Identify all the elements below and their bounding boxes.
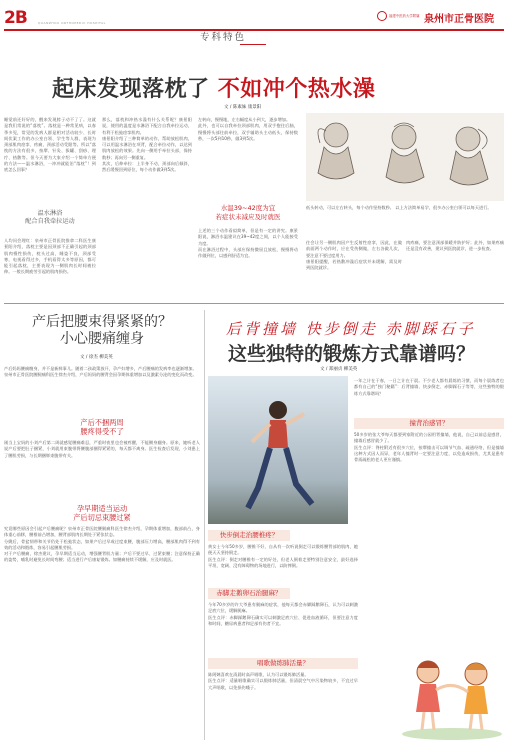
page-number: 2B [4,8,27,28]
article1-subhead: 温水淋浴 配合自我牵拉运动 [25,210,75,225]
article1-title-part2: 不如冲个热水澡 [217,77,376,102]
article3-q2-continued [362,532,504,584]
article1-col2: 那么，落枕和冲热水澡有什么关系呢？康景阳说，使用的温度是水淋浴下配合自我牵拉运动，有利于松弛痉挛肌肉。 康景阳介绍了三种简单的动作，帮助放松肌肉，可以用温水淋浴在项背，配合牵拉动作，以达到肌肉放松的效果。先向一侧用手牵拉头部，保持数秒；再向另一侧重复。 其次，后伸牵拉：上半身不动，颈部向后倾斜，然后缓慢回到原位，每个动作做3到5次。 [102,117,192,173]
article2-title: 产后把腰束得紧紧的？ 小心腰痛缠身 [32,314,172,347]
hospital-name: 泉州市正骨医院 [424,14,494,25]
article2-para1: 刚当上宝妈的小刘产后第二周就感觉腰痛难忍，严重时夜里也会被疼醒，不能侧身翻身。原来，她听老人说产后要把肚子捆紧，小刘就用束腹带将腰腹部捆得紧紧的，每天都不离身。医生检查后发现，小刘患上了腰肌劳损，与长期捆绑束腹带有关。 [4,440,200,458]
article3-q2-text: 黄女士今年50多岁，腰椎不好，自从有一次听说倒走可以锻炼腰背部的肌肉，她便天天坚持倒走。 医生点评：倒走对腰椎有一定的好处，但老人倒着走要特别注意安全，最好选择平坦、宽阔、没有障碍物的场地进行，以防摔倒。 [208,544,358,568]
hospital-english-name: QUANZHOU ORTHOPEDIC HOSPITAL [38,21,106,25]
article3-q1-text: 50多岁的张大爷每天都要到家附近的公园用背撞墙，他说，自己以前总是感冒，撞墙后感冒就少了。 医生点评：脊柱附近有很多穴位，按摩撞击可以调节气血、疏通经络，但是撞墙这种方式因人而异，老年人撞背时一定要注意力度，以免造成损伤，尤其是患有骨质疏松的老人更应谨慎。 [354,432,504,463]
article3-q4-label: 唱歌做练肺活量？ [208,658,358,669]
article1-bottom-a: 上述的三个动作看似简单，但是有一定的讲究。康景阳说，淋浴水温建议在39~42度之间，以个人能接受为度。 而在淋浴过程中，头部应保持微屈且放松，慢慢将动作做到位，以感到舒适为宜。 [198,228,298,259]
article1-callout: 水温39~42度为宜 若症状未减应及时就医 [215,204,281,221]
article1-bottom-b: 往会让另一侧肌肉因产生反射性痉挛，因此，在做前面两个动作时，应在受伤侧做，左右各做几次，要注意不要过度用力。 康景阳提醒，若热敷冲澡后症状并未缓解，需及时到医院就诊。 [306,240,402,271]
section-underline [240,44,266,45]
hospital-logo-icon [377,11,387,21]
article3-q3-text: 今年70多岁的许大爷患有腿麻的症状，他每天都会赤脚踩鹅卵石，认为可以刺激足底穴位，缓解腿麻。 医生点评：赤脚踩鹅卵石确实可以刺激足底穴位、促进血液循环，但要注意力度和时间，糖尿病患者和足部有伤者不宜。 [208,602,358,626]
article2-subhead2: 孕早期适当运动 产后切忌束腰过紧 [73,504,131,522]
article3-q3-label: 赤脚走鹅卵石治腿麻？ [208,588,290,599]
article1-col3: 左转向，慢慢地，左右幅度从小到大，逐步增加。 此外，也可以自我牵拉颈部肌肉，用双手抱住后脑，慢慢将头部往前牵拉，双手辅助头主动低头，保持数秒，一次5到10秒，做3到5次。 [198,117,298,141]
article3-kicker: 后背撞墙 快步倒走 赤脚踩石子 [226,320,476,338]
article1-byline: 文 / 陈素妹 康景阳 [224,105,262,110]
header-rule [4,29,504,31]
article1-col1-b: 人均问会理红：泉州市正骨医院推拿二科医生康景阳介绍，落枕主要是因颈部不正确引起的颈部肌肉慢性损伤，枕头过高，睡姿不良，颈部受寒，电视看得过多，手机看得太多等原因，都可能引起落枕，主要表现为一侧肌肉长时间被拉伸。一般长期疲劳引起的肌肉损伤。 [4,238,96,275]
article3-q4-text: 陈阿姨喜欢在清晨时高声唱歌，认为可以锻炼肺活量。 医生点评：适量唱歌确实可以锻炼肺活量，但清晨空气中污染物较多，不宜过早大声唱歌，以免损伤嗓子。 [208,672,358,690]
article1-bottom-c: 肉疼痛，要注意颈部保暖并防护好；此外，如果疼痛还是没有改善，建议到医院就诊，进一步检查。 [406,240,504,252]
article3-intro: 一年之计在于春，一日之计在于晨。不少老人都有晨练的习惯，而每个晨练者也都有自己的“独门秘籍”：后背撞墙、快步倒走、赤脚踩石子等等，这些独特的锻炼方式靠谱吗？ [354,378,504,396]
article1-col4: 低头转动，可以左右转头，每个动作坚持数秒。 以上方法简单易学，很多办公室白领可以每天进行。 [306,205,492,210]
article2-byline: 文 / 徐杰 柳美英 [80,355,113,360]
neck-stretch-illustration [306,113,504,201]
children-cartoon-illustration [400,650,504,740]
article3-byline: 文 / 郑丽贞 柳美英 [320,367,358,372]
section-title: 专科特色 [200,32,247,43]
article1-title [52,72,375,103]
article2-intro: 产后妈妈腰痛缠身，并不是新鲜事儿。随着二孩政策放开，孕产妇增多，产后腰痛的发病率也逐渐增加。 泉州市正骨医院腰腿痛科医生徐杰介绍，产后妈妈的腰背会因孕期体重增加以及激素分泌的变化而改变。 [4,366,197,378]
article-separator [4,303,504,304]
walking-woman-photo [208,376,348,524]
article2-subhead1: 产后不捆两周 腰疼得受不了 [80,418,124,436]
article2-para2: 究竟哪些原因会引起产后腰痛呢？泉州市正骨医院腰腿痛科医生徐杰介绍，孕期体重增加，腹部前凸，身体重心前移，腰椎前凸增加，腰背部肌肉长期处于紧张状态。 分娩后，骨盆韧带和关节仍处于松弛状态，如果产后过早或过度束腰，腹部压力增高，腰部肌肉得不到有效的活动和锻炼，容易引起腰肌劳损。 对于产后腰痛，徐杰建议，孕早期适当运动，增强腰背肌力量；产后不要过早、过紧束腰；注意保持正确的姿势，哺乳时避免长时间弯腰；适当进行产后康复锻炼。如腰痛持续不缓解，应及时就医。 [4,526,200,563]
column-divider [204,310,205,740]
hospital-affiliation: 福建中医药大学附属 [389,14,420,18]
article3-q2-label: 快步倒走治腰椎疼？ [208,530,290,541]
article3-q1-label: 撞背治感冒？ [354,418,504,429]
article3-title: 这些独特的锻炼方式靠谱吗？ [228,343,476,365]
article1-intro: 睡觉前还好好的，醒来发现脖子动不了了。这就是我们常说的“落枕”。落枕是一种常见病，以春季多见，常见的发病人群是相对活动较少、长时间伏案工作的办公室白领、学生等人群，表现为颈部肌肉痉挛、疼痛，颈部活动受限等。所以“落枕的方法有很多，按摩、针灸、拔罐、刮痧、理疗、热敷等。但今天要为大家介绍一个简单方便的方法——温水淋浴，一冲冲就能治“落枕”！到底怎么回事？ [4,117,96,173]
article1-title-part1: 起床发现落枕了 [52,77,210,102]
